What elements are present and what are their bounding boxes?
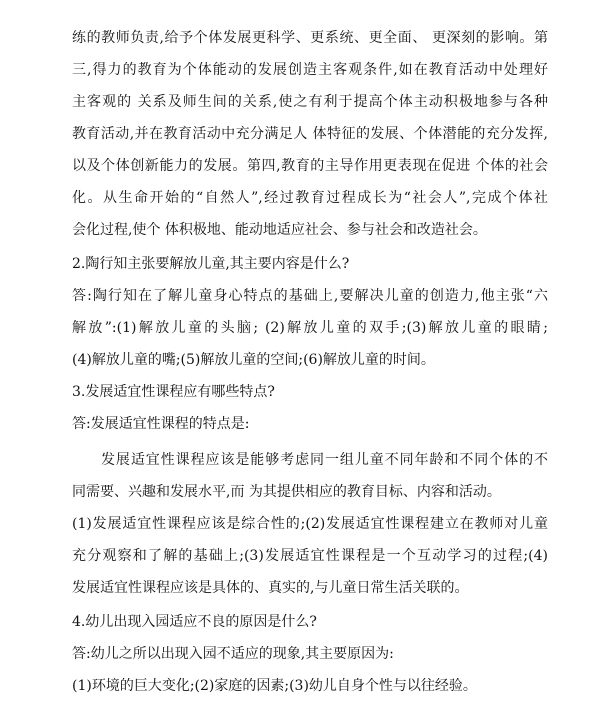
answer-line: (1)环境的巨大变化;(2)家庭的因素;(3)幼儿自身个性与以往经验。 bbox=[72, 678, 477, 694]
paragraph-line: 教育活动,并在教育活动中充分满足人 体特征的发展、个体潜能的充分发挥, bbox=[72, 126, 548, 142]
answer-line: 充分观察和了解的基础上;(3)发展适宜性课程是一个互动学习的过程;(4) bbox=[72, 548, 548, 564]
answer-line: 同需要、兴趣和发展水平,而 为其提供相应的教育目标、内容和活动。 bbox=[72, 484, 501, 500]
question-block bbox=[72, 248, 548, 376]
paragraph-line: 化。从生命开始的“自然人”,经过教育过程成长为“社会人”,完成个体社 bbox=[72, 190, 548, 206]
answer-line: 解放”:(1)解放儿童的头脑; (2)解放儿童的双手;(3)解放儿童的眼睛; bbox=[72, 320, 548, 336]
answer-line: (4)解放儿童的嘴;(5)解放儿童的空间;(6)解放儿童的时间。 bbox=[72, 352, 435, 368]
question-title: 4.幼儿出现入园适应不良的原因是什么? bbox=[72, 614, 317, 630]
question-block bbox=[72, 376, 548, 604]
answer-line: 答:陶行知在了解儿童身心特点的基础上,要解决儿童的创造力,他主张“六 bbox=[72, 288, 548, 304]
paragraph-line: 会化过程,使个 体积极地、能动地适应社会、参与社会和改造社会。 bbox=[72, 222, 487, 238]
question-title: 3.发展适宜性课程应有哪些特点? bbox=[72, 384, 275, 400]
continuation-paragraph bbox=[72, 22, 548, 246]
paragraph-line: 练的教师负责,给予个体发展更科学、更系统、更全面、 更深刻的影响。第 bbox=[72, 30, 548, 46]
document-body bbox=[72, 22, 548, 702]
question-block bbox=[72, 606, 548, 702]
question-title: 2.陶行知主张要解放儿童,其主要内容是什么? bbox=[72, 256, 350, 272]
answer-line: 发展适宜性课程应该是具体的、真实的,与儿童日常生活关联的。 bbox=[72, 580, 469, 596]
paragraph-line: 以及个体创新能力的发展。第四,教育的主导作用更表现在促进 个体的社会 bbox=[72, 158, 548, 174]
paragraph-line: 主客观的 关系及师生间的关系,使之有利于提高个体主动积极地参与各种 bbox=[72, 94, 548, 110]
answer-line: (1)发展适宜性课程应该是综合性的;(2)发展适宜性课程建立在教师对儿童 bbox=[72, 516, 548, 532]
answer-line: 答:发展适宜性课程的特点是: bbox=[72, 416, 250, 432]
paragraph-line: 三,得力的教育为个体能动的发展创造主客观条件,如在教育活动中处理好 bbox=[72, 62, 548, 78]
answer-line: 发展适宜性课程应该是能够考虑同一组儿童不同年龄和不同个体的不 bbox=[101, 452, 548, 468]
answer-line: 答:幼儿之所以出现入园不适应的现象,其主要原因为: bbox=[72, 646, 394, 662]
